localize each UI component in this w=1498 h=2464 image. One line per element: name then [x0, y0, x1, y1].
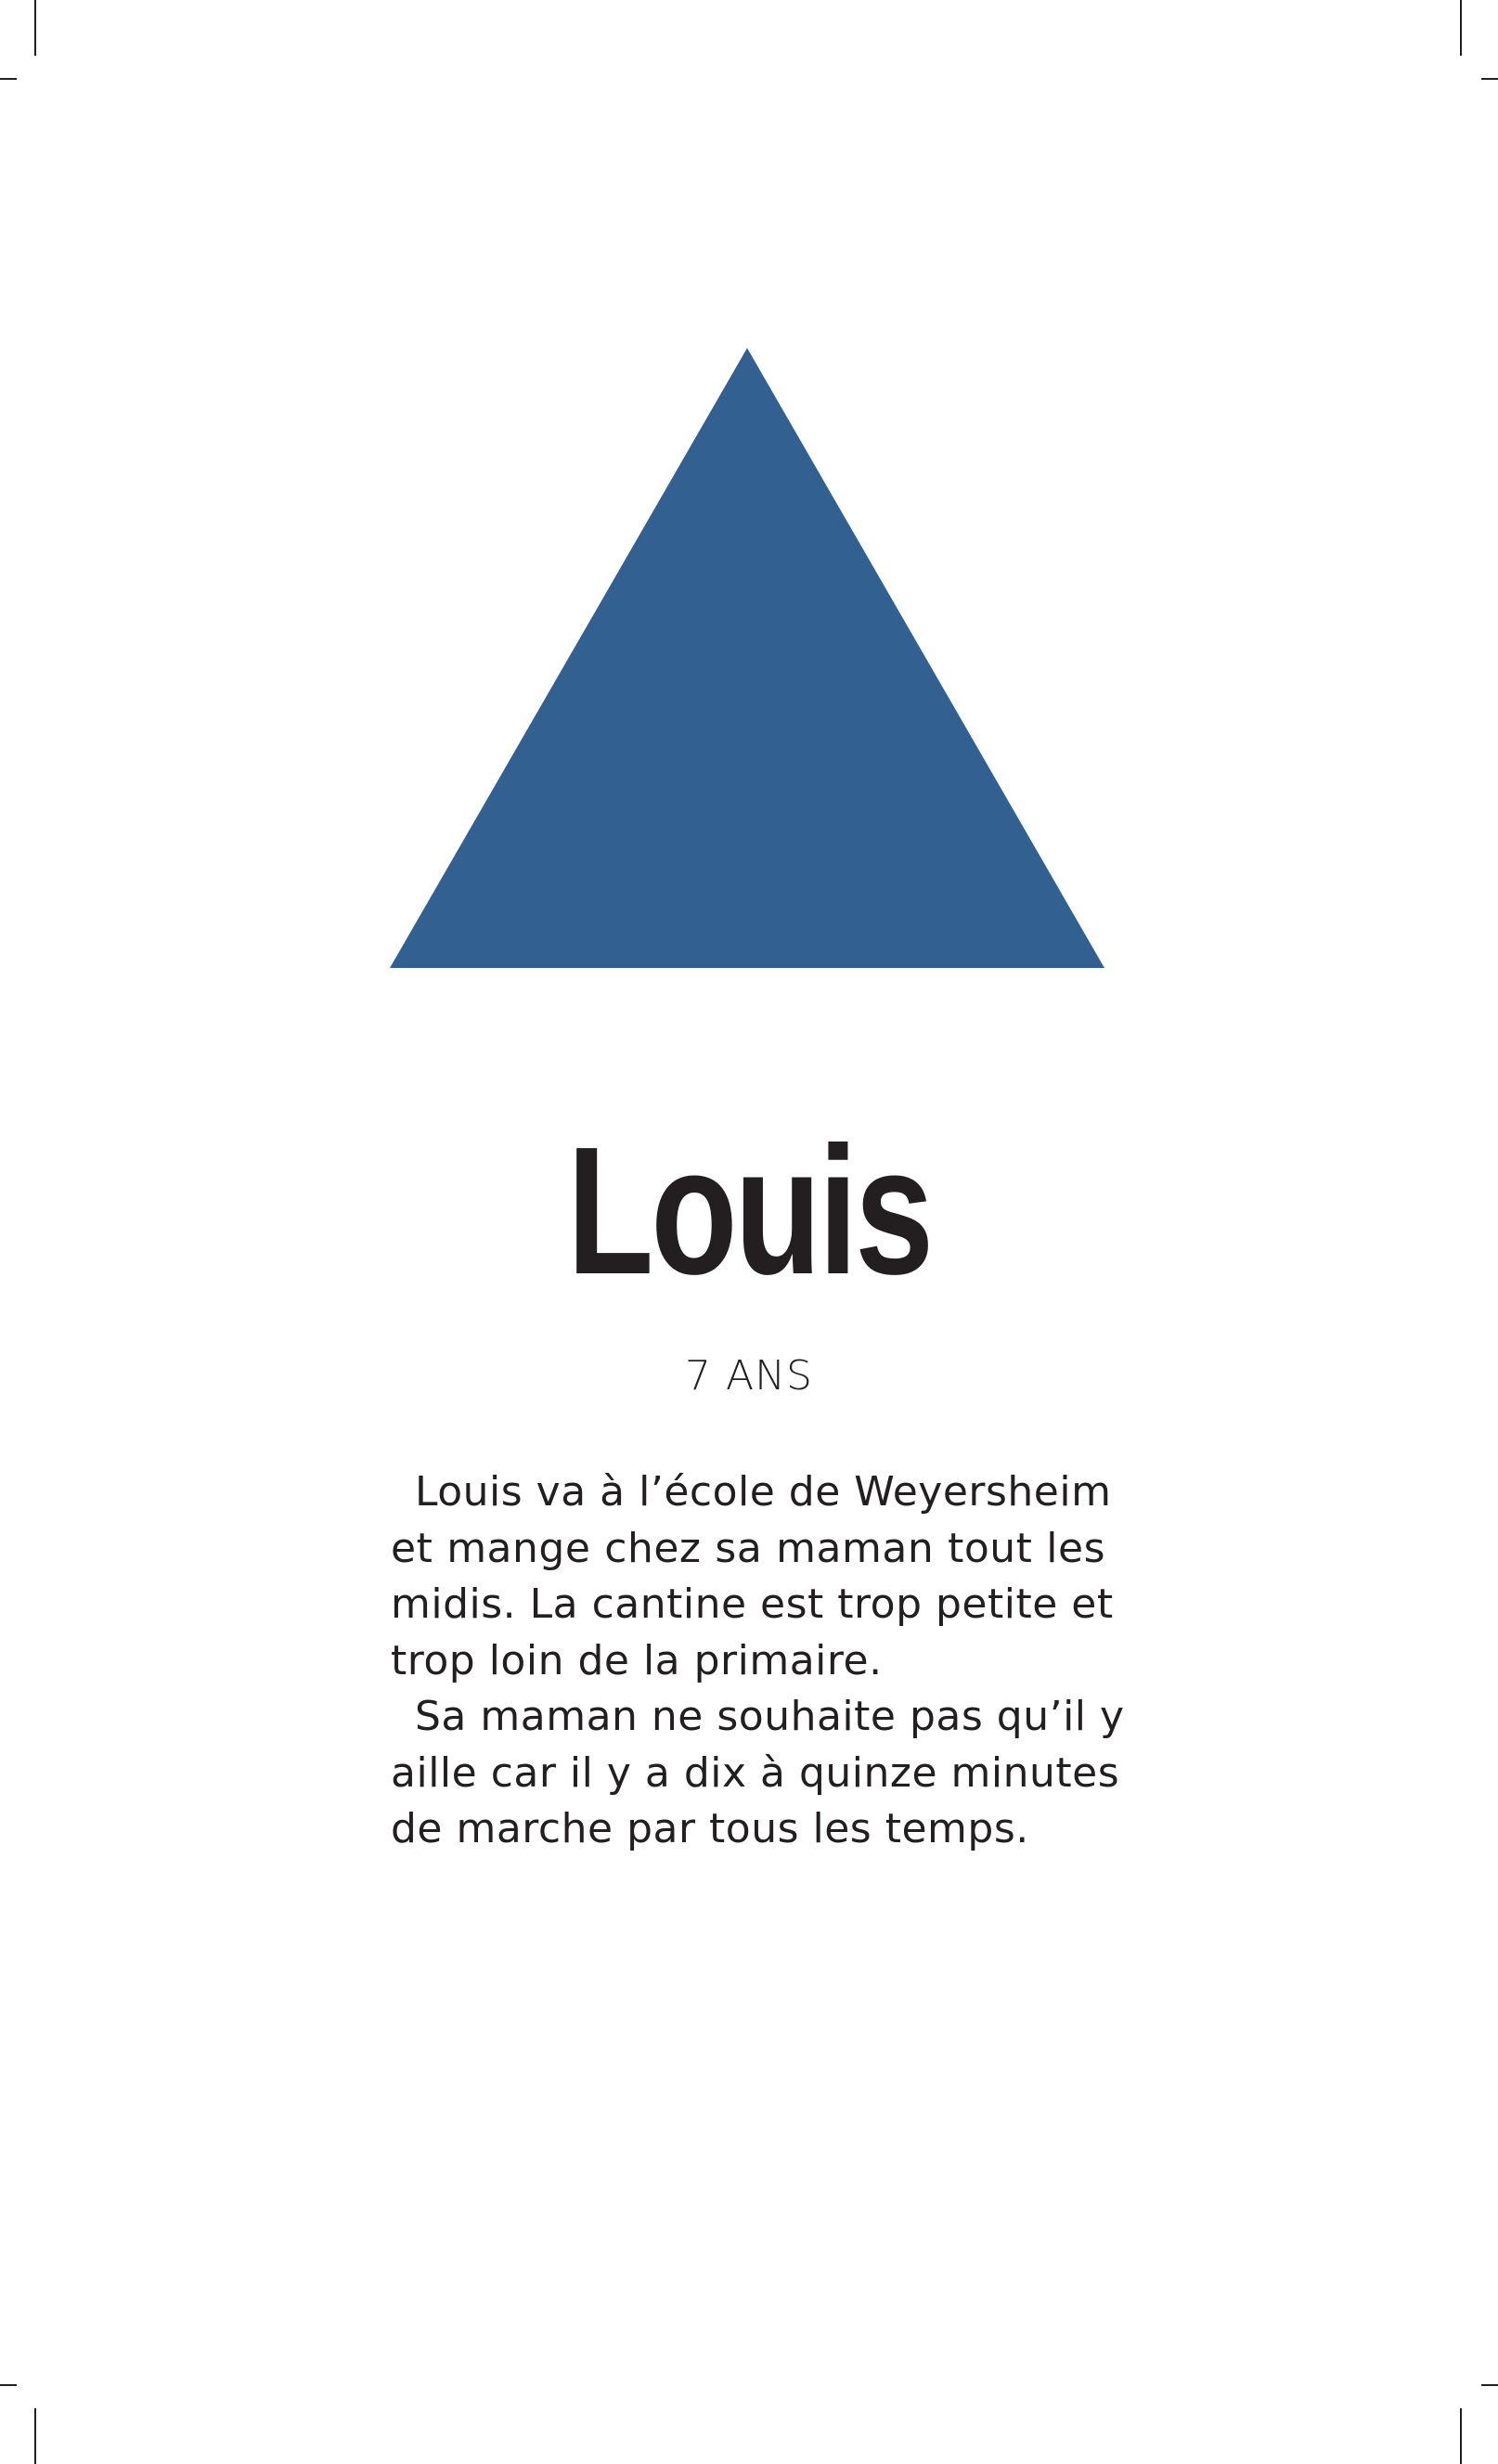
- crop-mark-top-left-vertical: [34, 0, 36, 56]
- triangle-shape: [390, 348, 1104, 968]
- crop-mark-bottom-left-horizontal: [0, 2384, 17, 2386]
- crop-mark-top-right-vertical: [1460, 0, 1462, 56]
- description-line: midis. La cantine est trop petite et: [391, 1580, 1114, 1628]
- profile-name: Louis: [566, 1109, 932, 1312]
- description-line: Louis va à l’école de Weyersheim: [415, 1468, 1112, 1516]
- crop-mark-bottom-right-horizontal: [1481, 2384, 1498, 2386]
- description-line: aille car il y a dix à quinze minutes: [391, 1748, 1120, 1797]
- crop-mark-bottom-left-vertical: [34, 2408, 36, 2464]
- profile-description: [391, 1464, 1125, 1858]
- description-line: de marche par tous les temps.: [391, 1805, 1029, 1852]
- blue-triangle-icon: [390, 348, 1104, 968]
- profile-age: 7 ANS: [685, 1352, 813, 1400]
- description-line: et mange chez sa maman tout les: [391, 1524, 1105, 1572]
- crop-mark-top-left-horizontal: [0, 78, 17, 80]
- crop-mark-top-right-horizontal: [1481, 78, 1498, 80]
- description-line: trop loin de la primaire.: [391, 1636, 883, 1684]
- description-line: Sa maman ne souhaite pas qu’il y: [415, 1693, 1125, 1740]
- crop-mark-bottom-right-vertical: [1460, 2408, 1462, 2464]
